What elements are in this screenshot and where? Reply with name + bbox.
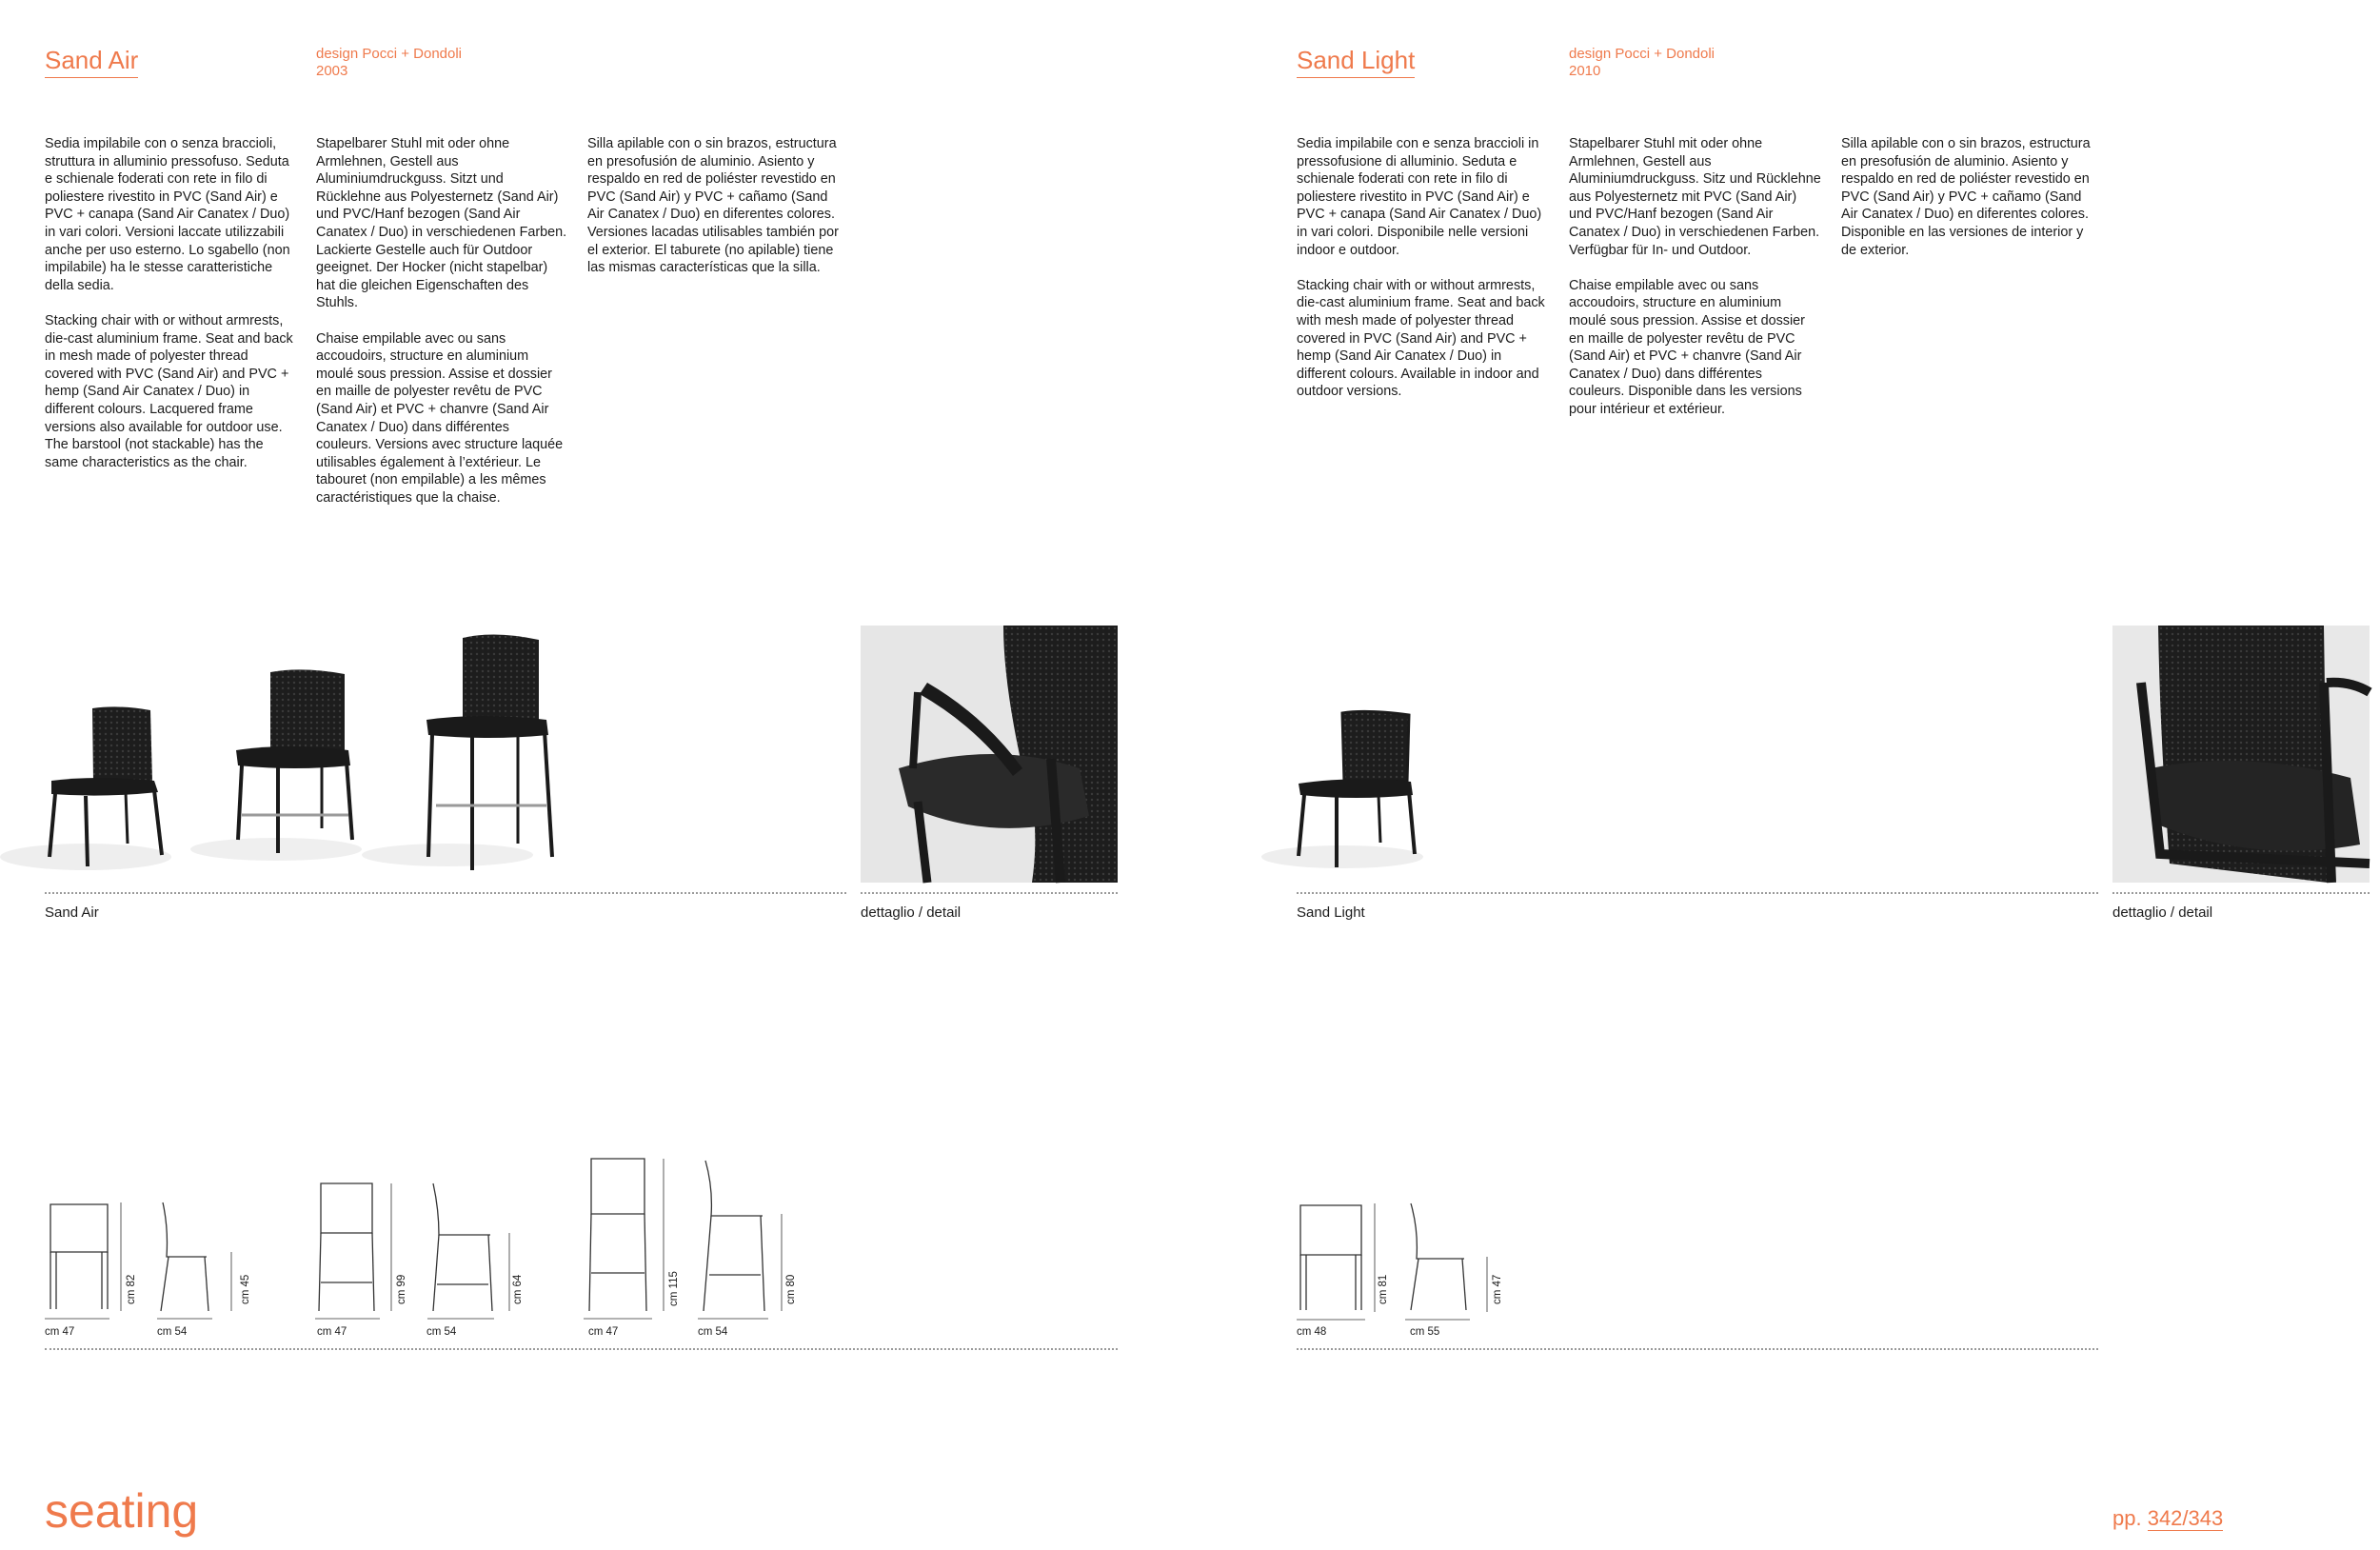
description-german: Stapelbarer Stuhl mit oder ohne Armlehnen, Gestell aus Aluminiumdruckguss. Sitz und Rücklehne aus Polyesternetz mit PVC (Sand Air) und PVC/Hanf bezogen (Sand Air Canatex / Duo) in verschiedenen Farben. Verfügbar für In- und Outdoor.: [1569, 136, 1821, 258]
dim-height: cm 64: [512, 1274, 524, 1304]
divider-dotted-left-drawings: [45, 1348, 1118, 1350]
description-column-3: [1841, 135, 2093, 277]
dim-width: cm 54: [426, 1326, 457, 1338]
product-title-sand-light: Sand Light: [1297, 46, 1415, 78]
dim-width: cm 47: [317, 1326, 347, 1338]
divider-dotted-right-detail: [2112, 892, 2370, 894]
caption-detail-right: dettaglio / detail: [2112, 904, 2213, 921]
description-german: Stapelbarer Stuhl mit oder ohne Armlehnen, Gestell aus Aluminiumdruckguss. Sitzt und Rücklehne aus Polyesternetz (Sand Air) und PVC/Hanf bezogen (Sand Air Canatex / Duo) in verschiedenen Farben. Lackierte Gestelle auch für Outdoor geeignet. Der Hocker (nicht stapelbar) hat die gleichen Eigenschaften des Stuhls.: [316, 136, 567, 311]
description-column-2: [316, 135, 568, 525]
page-numbers: [2112, 1506, 2223, 1531]
sand-light-detail-photo: [2112, 626, 2370, 883]
sand-air-bar-stool: [426, 634, 552, 870]
divider-dotted-right-photo: [1297, 892, 2098, 894]
caption-detail-left: dettaglio / detail: [861, 904, 962, 921]
product-title-sand-air: Sand Air: [45, 46, 138, 78]
dim-height: cm 99: [396, 1274, 407, 1304]
caption-sand-air: Sand Air: [45, 904, 99, 921]
sand-air-technical-drawings: [45, 1157, 806, 1319]
dim-height: cm 45: [240, 1274, 251, 1304]
designer-name: design Pocci + Dondoli: [316, 46, 463, 62]
sand-air-counter-stool: [236, 669, 352, 853]
designer-name: design Pocci + Dondoli: [1569, 46, 1716, 62]
sand-air-product-photo: [0, 628, 571, 881]
description-spanish: Silla apilable con o sin brazos, estructura en presofusión de aluminio. Asiento y respaldo en red de poliéster revestido en PVC (Sand Air) y PVC + cañamo (Sand Air Canatex / Duo) en diferentes colores. Disponible en las versiones de interior y de exterior.: [1841, 136, 2091, 258]
section-label: seating: [45, 1484, 199, 1538]
dim-height: cm 115: [668, 1271, 680, 1306]
design-year: 2010: [1569, 63, 1601, 79]
sand-light-technical-drawings: [1297, 1198, 1525, 1321]
sand-light-product-photo: [1257, 700, 1447, 881]
description-spanish: Silla apilable con o sin brazos, estructura en presofusión de aluminio. Asiento y respaldo en red de poliéster revestido en PVC (Sand Air) y PVC + cañamo (Sand Air Canatex / Duo) en diferentes colores. Versiones lacadas utilisables también por el exterior. El taburete (no apilable) tiene las mismas características que la silla.: [587, 136, 839, 276]
dim-width: cm 48: [1297, 1326, 1327, 1338]
sand-light-chair: [1299, 711, 1415, 867]
sand-air-detail-photo: [861, 626, 1118, 883]
divider-dotted-left-detail: [861, 892, 1118, 894]
description-french: Chaise empilable avec ou sans accoudoirs, structure en aluminium moulé sous pression. Assise et dossier en maille de polyester revêtu de PVC (Sand Air) et PVC + chanvre (Sand Air Canatex / Duo) dans différentes couleurs. Versions avec structure laquée utilisables également à l’extérieur. Le tabouret (non empilable) a les mêmes caractéristiques que la chaise.: [316, 330, 564, 506]
description-italian: Sedia impilabile con o senza braccioli, struttura in alluminio pressofuso. Seduta e schienale foderati con rete in filo di poliestere rivestito in PVC (Sand Air) e PVC + canapa (Sand Air Canatex / Duo) in vari colori. Versioni laccate utilizzabili anche per uso esterno. Lo sgabello (non impilabile) ha le stesse caratteristiche della sedia.: [45, 136, 290, 293]
dim-width: cm 47: [588, 1326, 619, 1338]
design-year: 2003: [316, 63, 348, 79]
dim-height: cm 47: [1492, 1274, 1503, 1304]
dim-width: cm 55: [1410, 1326, 1440, 1338]
dim-width: cm 54: [698, 1326, 728, 1338]
description-english: Stacking chair with or without armrests, die-cast aluminium frame. Seat and back with mesh made of polyester thread covered in PVC (Sand Air) and PVC + hemp (Sand Air Canatex / Duo) in different colours. Available in indoor and outdoor versions.: [1297, 277, 1545, 400]
dim-height: cm 81: [1378, 1274, 1389, 1304]
description-column-1: [45, 135, 297, 489]
description-french: Chaise empilable avec ou sans accoudoirs, structure en aluminium moulé sous pression. Assise et dossier en maille de polyester revêtu de PVC (Sand Air) et PVC + chanvre (Sand Air Canatex / Duo) dans différentes couleurs. Disponible dans les versions pour intérieur et extérieur.: [1569, 277, 1805, 417]
divider-dotted-right-drawings: [1297, 1348, 2098, 1350]
dim-width: cm 54: [157, 1326, 188, 1338]
designer-credit-left: [316, 46, 462, 80]
description-column-2: [1569, 135, 1821, 436]
dim-height: cm 82: [126, 1274, 137, 1304]
description-english: Stacking chair with or without armrests, die-cast aluminium frame. Seat and back in mesh made of polyester thread covered with PVC (Sand Air) and PVC + hemp (Sand Air Canatex / Duo) in different colours. Lacquered frame versions also available for outdoor use. The barstool (not stackable) has the same characteristics as the chair.: [45, 312, 293, 470]
dim-height: cm 80: [785, 1274, 797, 1304]
description-italian: Sedia impilabile con e senza braccioli in pressofusione di alluminio. Seduta e schienale foderati con rete in filo di poliestere rivestito in PVC (Sand Air) e PVC + canapa (Sand Air Canatex / Duo) in vari colori. Disponibile nelle versioni indoor e outdoor.: [1297, 136, 1542, 258]
description-column-1: [1297, 135, 1549, 419]
designer-credit-right: [1569, 46, 1715, 80]
caption-sand-light: Sand Light: [1297, 904, 1365, 921]
page-range: 342/343: [2147, 1506, 2224, 1530]
sand-air-chair: [50, 706, 162, 866]
description-column-3: [587, 135, 840, 294]
dim-width: cm 47: [45, 1326, 75, 1338]
page-prefix: pp.: [2112, 1506, 2148, 1530]
divider-dotted-left-photo: [45, 892, 846, 894]
